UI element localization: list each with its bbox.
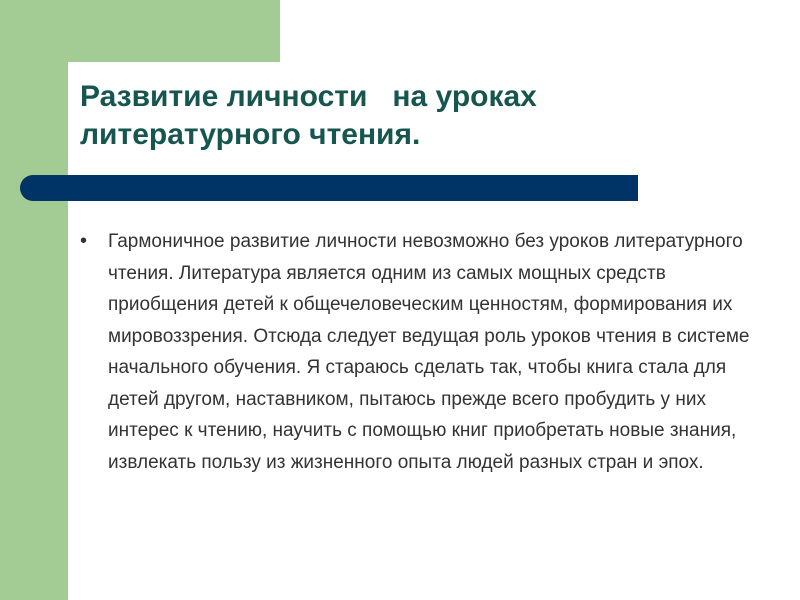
- bullet-list-item: [80, 226, 770, 478]
- title-underline-bar: [20, 175, 638, 201]
- bullet-text: Гармоничное развитие личности невозможно без уроков литературного чтения. Литература является одним из самых мощных средств приобщения детей к общечеловеческим ценностям, формирования их мировоззрения. Отсюда следует ведущая роль уроков чтения в системе начального обучения. Я стараюсь сделать так, чтобы книга стала для детей другом, наставником, пытаюсь прежде всего пробудить у них интерес к чтению, научить с помощью книг приобретать новые знания, извлекать пользу из жизненного опыта людей разных стран и эпох.: [108, 231, 750, 473]
- decorative-green-block-left: [0, 0, 68, 600]
- bullet-dot-icon: •: [80, 230, 88, 252]
- decorative-green-block-top: [0, 0, 280, 62]
- slide-title: Развитие личности на уроках литературного чтения.: [80, 80, 537, 151]
